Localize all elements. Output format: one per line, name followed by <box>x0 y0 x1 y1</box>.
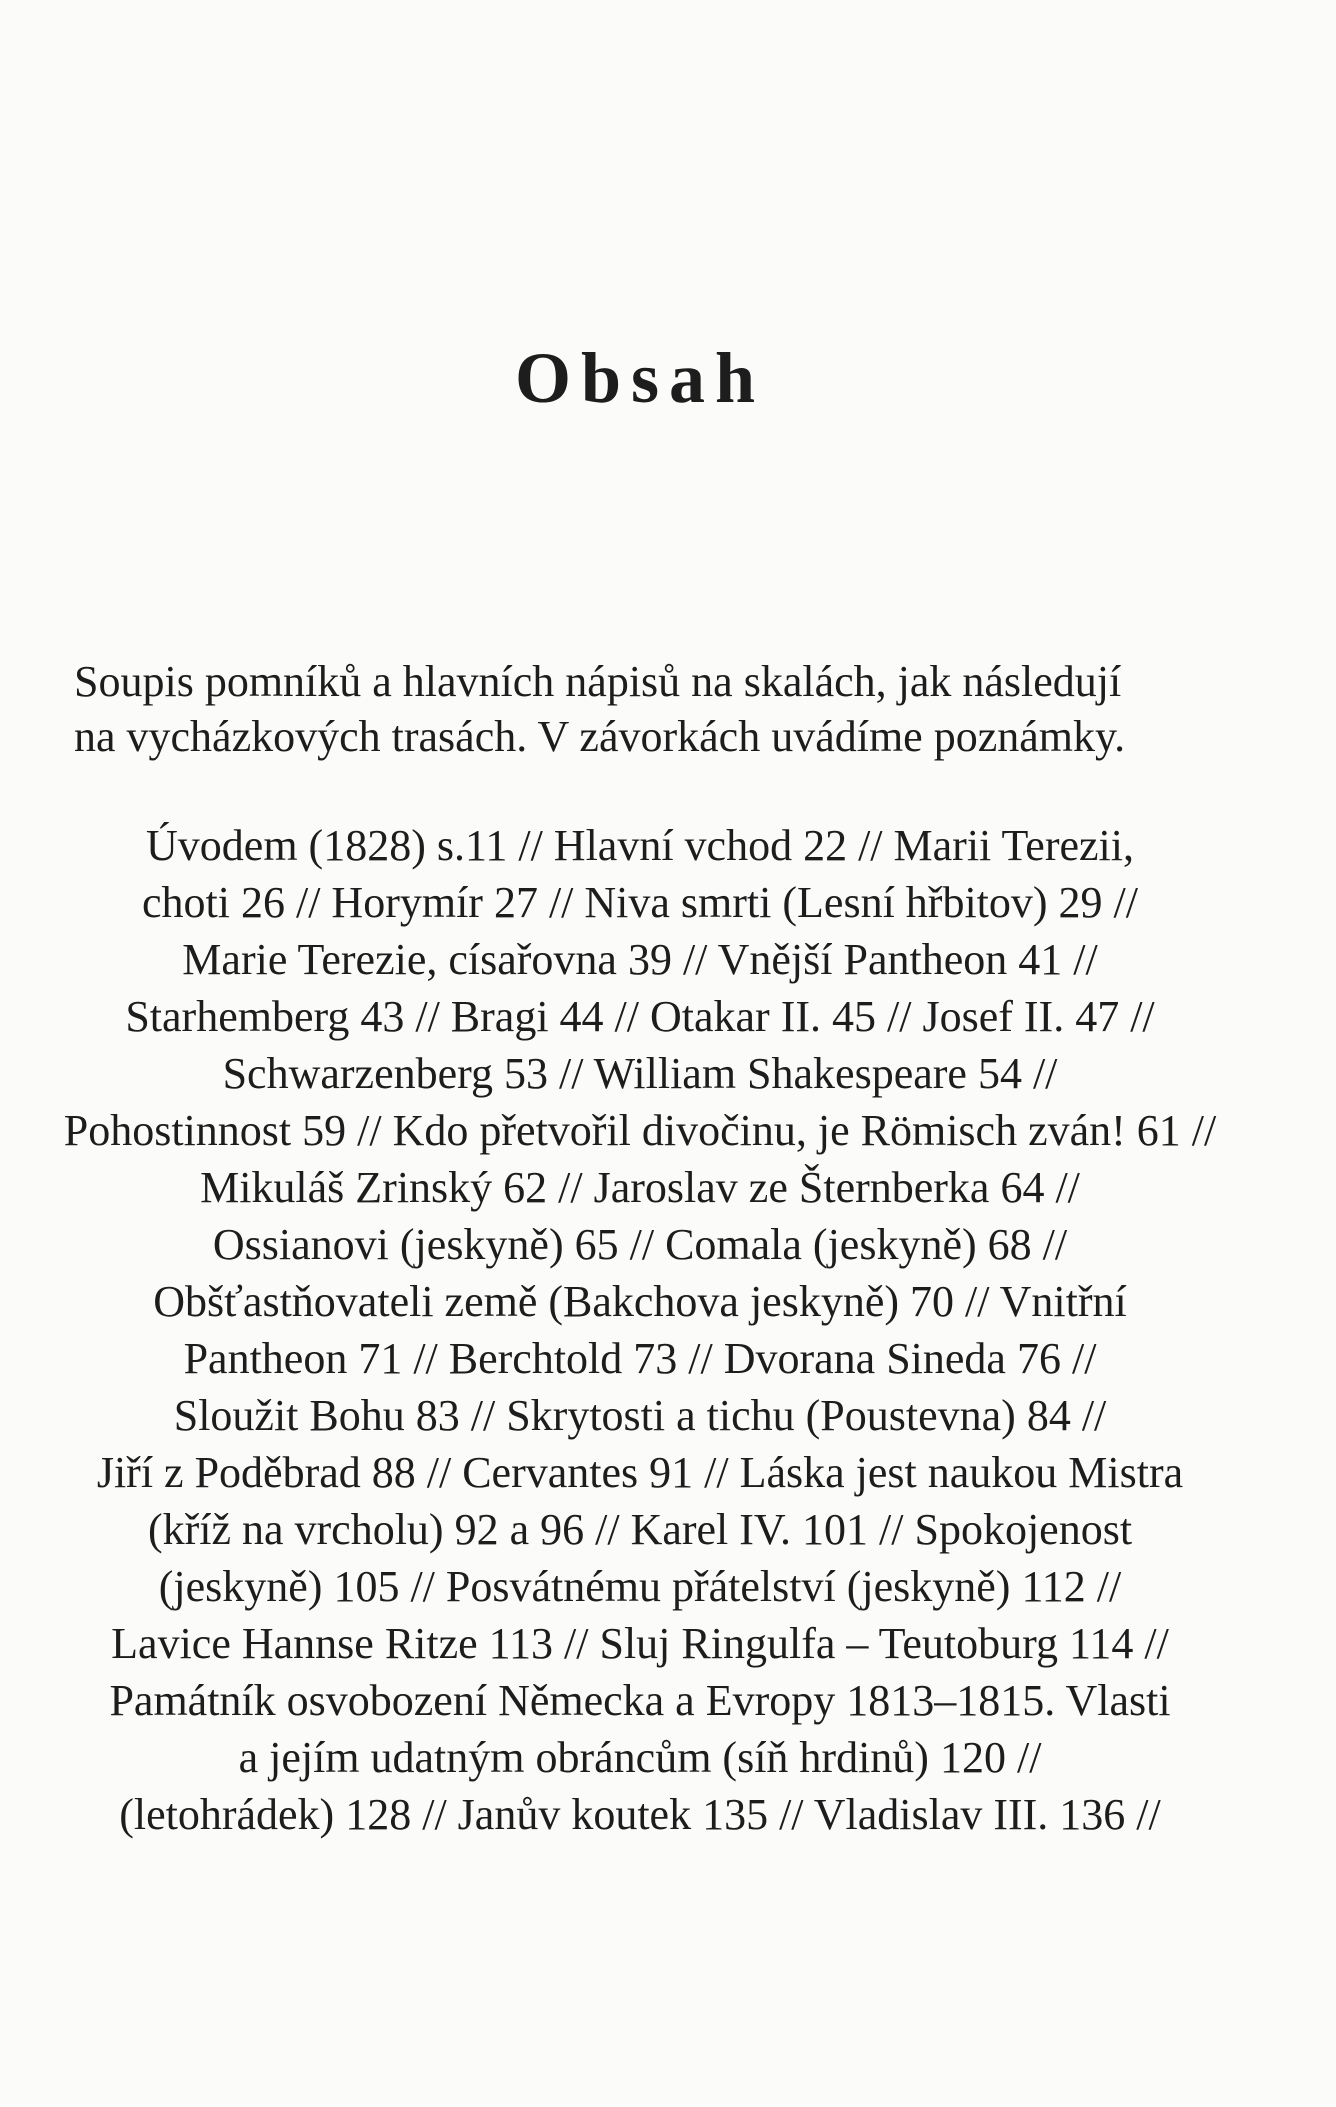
toc-line: Pantheon 71 // Berchtold 73 // Dvorana Sineda 76 // <box>183 1334 1097 1383</box>
toc-line: a jejím udatným obráncům (síň hrdinů) 120 // <box>238 1733 1042 1782</box>
toc-line: (kříž na vrcholu) 92 a 96 // Karel IV. 101 // Spokojenost <box>147 1505 1133 1554</box>
toc-line: Mikuláš Zrinský 62 // Jaroslav ze Šternberka 64 // <box>200 1163 1080 1212</box>
toc-line: (jeskyně) 105 // Posvátnému přátelství (jeskyně) 112 // <box>158 1562 1122 1611</box>
intro-paragraph <box>74 654 1274 764</box>
page-title: Obsah <box>514 338 766 418</box>
toc-line: Lavice Hannse Ritze 113 // Sluj Ringulfa – Teutoburg 114 // <box>111 1619 1169 1668</box>
toc-line: Starhemberg 43 // Bragi 44 // Otakar II. 45 // Josef II. 47 // <box>125 992 1155 1041</box>
toc-line: Jiří z Poděbrad 88 // Cervantes 91 // Láska jest naukou Mistra <box>96 1448 1184 1497</box>
table-of-contents <box>60 817 1220 1843</box>
toc-line: (letohrádek) 128 // Janův koutek 135 // Vladislav III. 136 // <box>119 1790 1161 1839</box>
toc-line: Ossianovi (jeskyně) 65 // Comala (jeskyně) 68 // <box>212 1220 1068 1269</box>
toc-line: Obšťastňovateli země (Bakchova jeskyně) 70 // Vnitřní <box>153 1277 1127 1326</box>
toc-line: Památník osvobození Německa a Evropy 1813–1815. Vlasti <box>109 1676 1171 1725</box>
toc-line: choti 26 // Horymír 27 // Niva smrti (Lesní hřbitov) 29 // <box>142 878 1138 927</box>
toc-line: Pohostinnost 59 // Kdo přetvořil divočinu, je Römisch zván! 61 // <box>63 1106 1217 1155</box>
intro-line: na vycházkových trasách. V závorkách uvádíme poznámky. <box>74 712 1126 761</box>
toc-line: Marie Terezie, císařovna 39 // Vnější Pantheon 41 // <box>182 935 1098 984</box>
toc-line: Úvodem (1828) s.11 // Hlavní vchod 22 // Marii Terezii, <box>146 821 1134 870</box>
intro-line: Soupis pomníků a hlavních nápisů na skalách, jak následují <box>74 657 1122 706</box>
toc-line: Schwarzenberg 53 // William Shakespeare 54 // <box>222 1049 1058 1098</box>
toc-line: Sloužit Bohu 83 // Skrytosti a tichu (Poustevna) 84 // <box>173 1391 1107 1440</box>
